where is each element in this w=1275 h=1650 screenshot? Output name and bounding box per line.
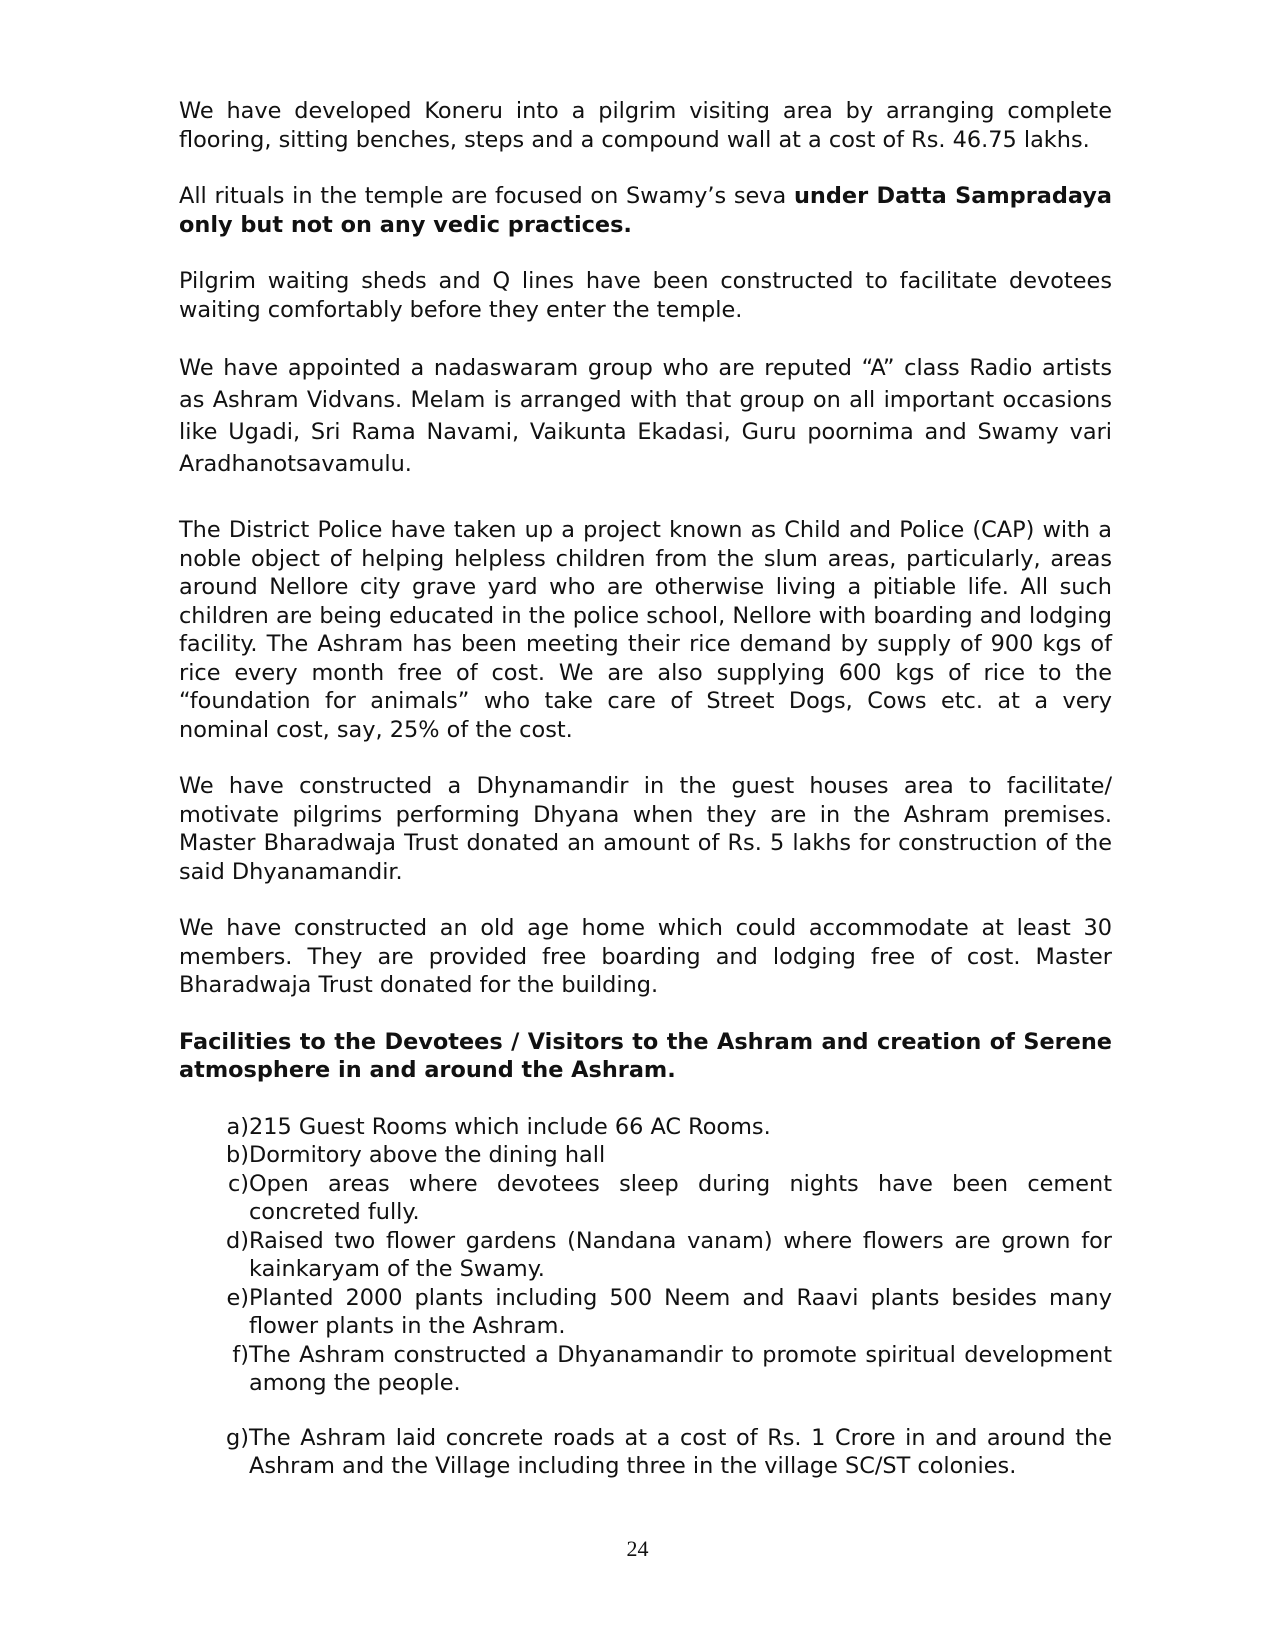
section-heading-facilities: Facilities to the Devotees / Visitors to the Ashram and creation of Serene atmosphere in and around the Ashram. xyxy=(179,1028,1112,1083)
list-marker: c) xyxy=(227,1170,249,1197)
list-item-text: Raised two flower gardens (Nandana vanam) where flowers are grown for kainkaryam of the Swamy. xyxy=(249,1227,1112,1282)
paragraph-nadaswaram: We have appointed a nadaswaram group who are reputed “A” class Radio artists as Ashram Vidvans. Melam is arranged with that group on all important occasions like Ugadi, Sri Rama Navami, Vaikunta Ekadasi, Guru poornima and Swamy vari Aradhanotsavamulu. xyxy=(179,355,1112,477)
list-item xyxy=(179,1424,1112,1481)
paragraph-dhynamandir: We have constructed a Dhynamandir in the guest houses area to facilitate/ motivate pilgrims performing Dhyana when they are in the Ashram premises. Master Bharadwaja Trust donated an amount of Rs. 5 lakhs for construction of the said Dhyanamandir. xyxy=(179,773,1112,885)
list-item-text: Planted 2000 plants including 500 Neem and Raavi plants besides many flower plants in the Ashram. xyxy=(249,1284,1112,1339)
list-marker: e) xyxy=(226,1284,249,1311)
page-number: 24 xyxy=(626,1536,649,1561)
page-body xyxy=(179,97,1112,1481)
paragraph-koneru: We have developed Koneru into a pilgrim visiting area by arranging complete flooring, sitting benches, steps and a compound wall at a cost of Rs. 46.75 lakhs. xyxy=(179,98,1112,153)
rituals-emphasis: under Datta Sampradaya only but not on any vedic practices. xyxy=(179,183,1112,238)
list-item xyxy=(179,1227,1112,1284)
list-item-text: Dormitory above the dining hall xyxy=(249,1142,606,1168)
paragraph-child-police: The District Police have taken up a project known as Child and Police (CAP) with a noble object of helping helpless children from the slum areas, particularly, areas around Nellore city grave yard who are otherwise living a pitiable life. All such children are being educated in the police school, Nellore with boarding and lodging facility. The Ashram has been meeting their rice demand by supply of 900 kgs of rice every month free of cost. We are also supplying 600 kgs of rice to the “foundation for animals” who take care of Street Dogs, Cows etc. at a very nominal cost, say, 25% of the cost. xyxy=(179,517,1112,743)
list-item xyxy=(179,1141,1112,1170)
facilities-list xyxy=(179,1113,1112,1481)
list-item xyxy=(179,1170,1112,1227)
list-item-text: Open areas where devotees sleep during nights have been cement concreted fully. xyxy=(249,1170,1112,1225)
list-marker: a) xyxy=(226,1113,249,1140)
list-item xyxy=(179,1113,1112,1142)
list-marker: d) xyxy=(226,1227,249,1254)
paragraph-old-age-home: We have constructed an old age home which could accommodate at least 30 members. They are provided free boarding and lodging free of cost. Master Bharadwaja Trust donated for the building. xyxy=(179,915,1112,998)
list-marker: f) xyxy=(232,1341,249,1368)
list-marker: g) xyxy=(226,1424,249,1451)
paragraph-waiting-sheds: Pilgrim waiting sheds and Q lines have been constructed to facilitate devotees waiting comfortably before they enter the temple. xyxy=(179,268,1112,323)
list-item-text: The Ashram laid concrete roads at a cost of Rs. 1 Crore in and around the Ashram and the Village including three in the village SC/ST colonies. xyxy=(249,1424,1112,1479)
list-item xyxy=(179,1341,1112,1398)
list-marker: b) xyxy=(226,1142,249,1168)
list-item xyxy=(179,1284,1112,1341)
paragraph-rituals xyxy=(179,182,1112,239)
rituals-text: All rituals in the temple are focused on Swamy’s seva xyxy=(179,183,794,209)
list-item-text: 215 Guest Rooms which include 66 AC Rooms. xyxy=(249,1113,771,1140)
list-item-text: The Ashram constructed a Dhyanamandir to promote spiritual development among the people. xyxy=(249,1341,1112,1396)
